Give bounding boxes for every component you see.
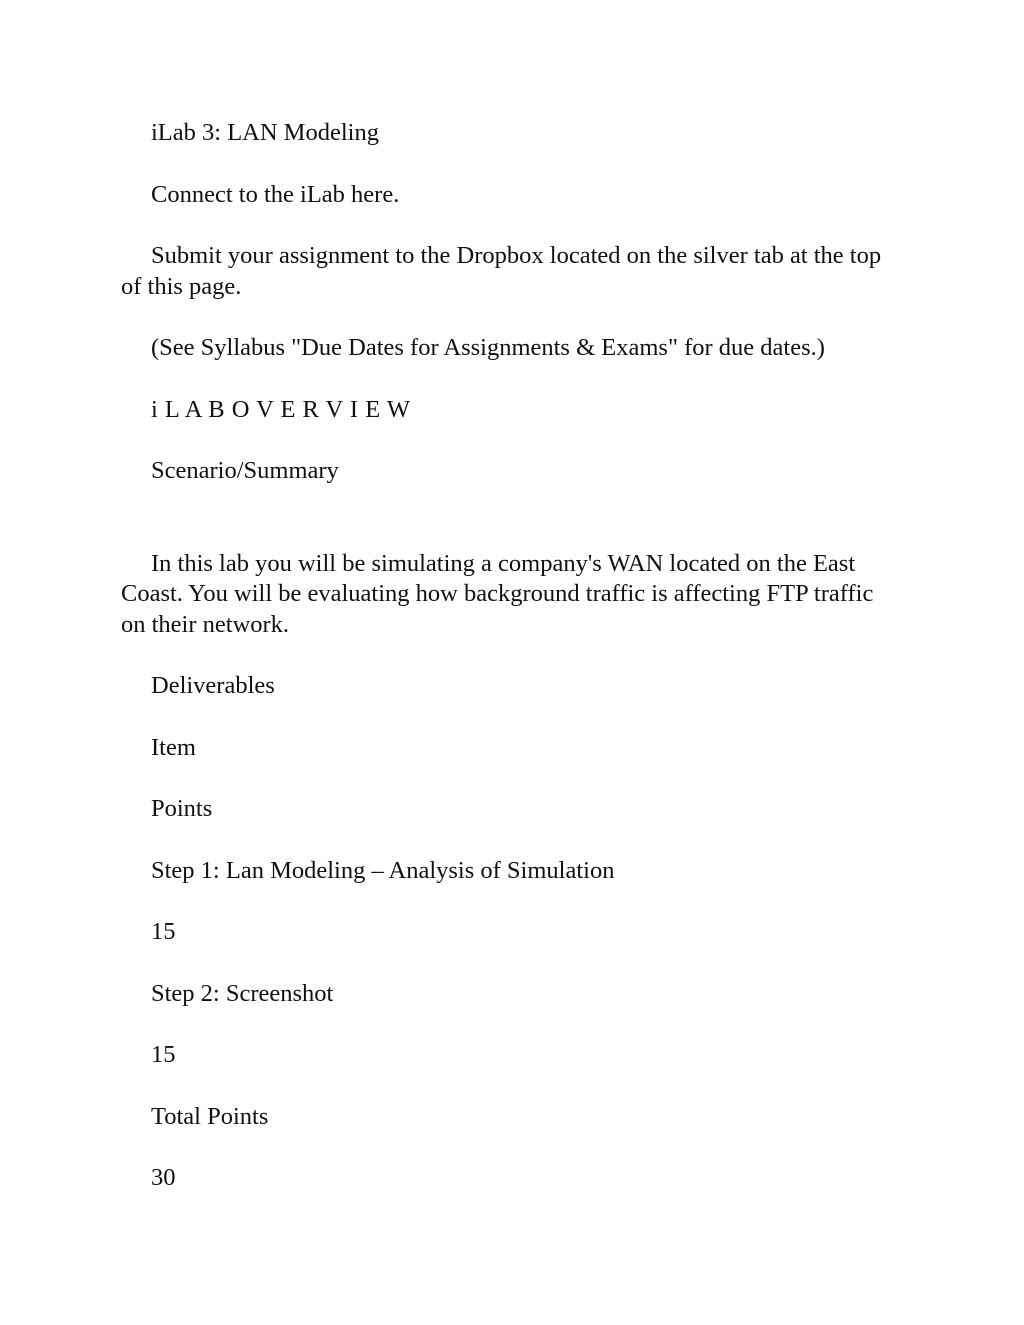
table-cell-points: 15 (151, 1041, 176, 1068)
document-page (121, 118, 901, 1225)
table-cell-item: Step 2: Screenshot (151, 979, 334, 1007)
table-cell-item: Step 1: Lan Modeling – Analysis of Simulation (151, 856, 615, 884)
submit-instructions: Submit your assignment to the Dropbox located on the silver tab at the top of this page. (121, 242, 882, 300)
overview-heading: i L A B O V E R V I E W (151, 395, 411, 423)
table-row (121, 856, 901, 948)
scenario-text: In this lab you will be simulating a company's WAN located on the East Coast. You will be evaluating how background traffic is affecting FTP traffic on their network. (121, 549, 874, 638)
connect-ilab-link[interactable]: Connect to the iLab here. (151, 180, 400, 208)
total-points-label: Total Points (151, 1102, 269, 1130)
table-row (121, 979, 901, 1071)
due-dates-note: (See Syllabus "Due Dates for Assignments & Exams" for due dates.) (151, 334, 825, 361)
deliverables-table (121, 733, 901, 1194)
table-total-row (121, 1102, 901, 1194)
document-title: iLab 3: LAN Modeling (151, 119, 379, 146)
deliverables-heading: Deliverables (151, 672, 275, 699)
table-cell-points: 15 (151, 918, 176, 945)
table-header-item: Item (151, 733, 196, 761)
scenario-heading: Scenario/Summary (151, 457, 339, 484)
total-points-value: 30 (151, 1164, 176, 1191)
table-header-points: Points (151, 795, 213, 822)
